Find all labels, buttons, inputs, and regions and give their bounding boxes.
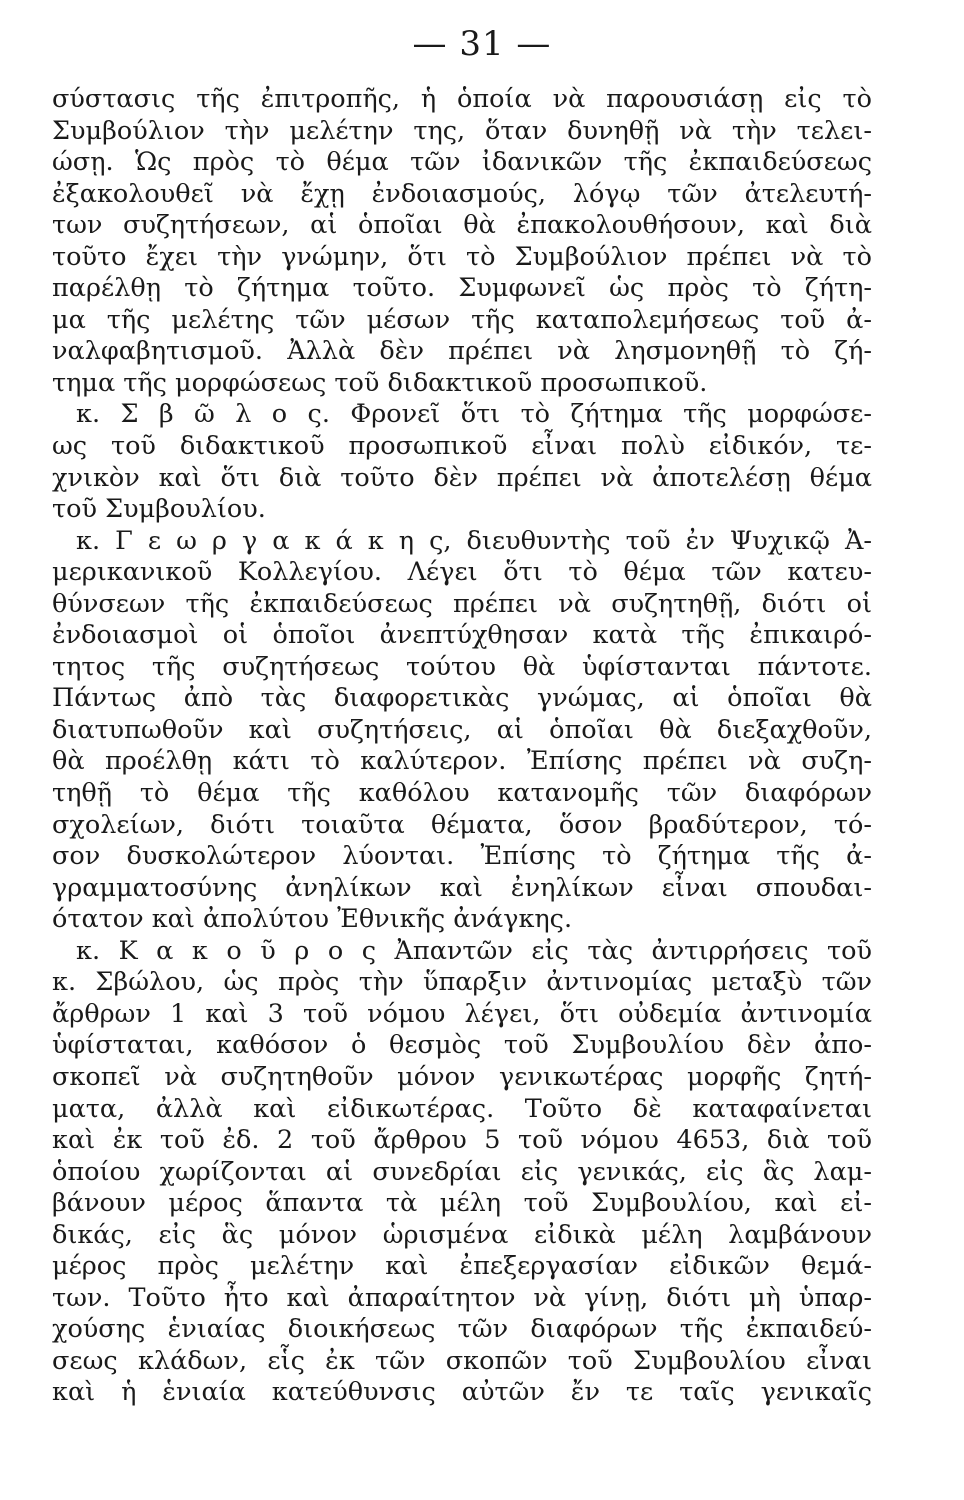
text-line: καὶ ἐκ τοῦ ἐδ. 2 τοῦ ἄρθρου 5 τοῦ νόμου 4653, διὰ τοῦ — [52, 1125, 872, 1156]
text-line: θὰ προέλθῃ κάτι τὸ καλύτερον. Ἐπίσης πρέπει νὰ συζη- — [52, 746, 872, 777]
text-line: των. Τοῦτο ἦτο καὶ ἀπαραίτητον νὰ γίνῃ, διότι μὴ ὑπαρ- — [52, 1282, 872, 1313]
text-line: τημα τῆς μορφώσεως τοῦ διδακτικοῦ προσωπικοῦ. — [52, 367, 708, 398]
page-number: — 31 — — [412, 24, 552, 64]
text-line: γραμματοσύνης ἀνηλίκων καὶ ἐνηλίκων εἶναι σπουδαι- — [52, 872, 872, 903]
text-line: κ. Κ α κ ο ῦ ρ ο ς Ἀπαντῶν εἰς τὰς ἀντιρρήσεις τοῦ — [76, 935, 872, 966]
text-line: μέρος πρὸς μελέτην καὶ ἐπεξεργασίαν εἰδικῶν θεμά- — [52, 1251, 872, 1282]
text-line: ἐξακολουθεῖ νὰ ἔχῃ ἐνδοιασμούς, λόγῳ τῶν ἀτελευτή- — [52, 178, 872, 209]
text-line: ἐνδοιασμοὶ οἱ ὁποῖοι ἀνεπτύχθησαν κατὰ τῆς ἐπικαιρό- — [52, 620, 872, 651]
text-line: ώσῃ. Ὡς πρὸς τὸ θέμα τῶν ἰδανικῶν τῆς ἐκπαιδεύσεως — [52, 147, 872, 178]
text-line: θύνσεων τῆς ἐκπαιδεύσεως πρέπει νὰ συζητηθῇ, διότι οἱ — [52, 588, 872, 619]
text-line: ως τοῦ διδακτικοῦ προσωπικοῦ εἶναι πολὺ εἰδικόν, τε- — [52, 431, 872, 462]
text-line: τοῦ Συμβουλίου. — [52, 494, 266, 525]
text-line: ματα, ἀλλὰ καὶ εἰδικωτέρας. Τοῦτο δὲ καταφαίνεται — [52, 1093, 872, 1124]
text-line: ὁποίου χωρίζονται αἱ συνεδρίαι εἰς γενικάς, εἰς ἃς λαμ- — [52, 1156, 872, 1187]
text-line: παρέλθῃ τὸ ζήτημα τοῦτο. Συμφωνεῖ ὡς πρὸς τὸ ζήτη- — [52, 273, 872, 304]
text-line: τοῦτο ἔχει τὴν γνώμην, ὅτι τὸ Συμβούλιον πρέπει νὰ τὸ — [52, 241, 872, 272]
text-line: ότατον καὶ ἀπολύτου Ἐθνικῆς ἀνάγκης. — [52, 904, 573, 935]
text-line: σχολείων, διότι τοιαῦτα θέματα, ὅσον βραδύτερον, τό- — [52, 809, 872, 840]
text-line: βάνουν μέρος ἅπαντα τὰ μέλη τοῦ Συμβουλίου, καὶ εἰ- — [52, 1188, 872, 1219]
text-line: ἄρθρων 1 καὶ 3 τοῦ νόμου λέγει, ὅτι οὐδεμία ἀντινομία — [52, 998, 872, 1029]
text-line: σκοπεῖ νὰ συζητηθοῦν μόνον γενικωτέρας μορφῆς ζητή- — [52, 1061, 872, 1092]
text-line: Πάντως ἀπὸ τὰς διαφορετικὰς γνώμας, αἱ ὁποῖαι θὰ — [52, 683, 872, 714]
text-line: χούσης ἑνιαίας διοικήσεως τῶν διαφόρων τῆς ἐκπαιδεύ- — [52, 1314, 872, 1345]
text-line: ὑφίσταται, καθόσον ὁ θεσμὸς τοῦ Συμβουλίου δὲν ἀπο- — [52, 1030, 872, 1061]
text-line: κ. Σ β ῶ λ ο ς. Φρονεῖ ὅτι τὸ ζήτημα τῆς μορφώσε- — [76, 399, 872, 430]
text-line: μερικανικοῦ Κολλεγίου. Λέγει ὅτι τὸ θέμα τῶν κατευ- — [52, 557, 872, 588]
text-line: κ. Γ ε ω ρ γ α κ ά κ η ς, διευθυντὴς τοῦ ἐν Ψυχικῷ Ἀ- — [76, 525, 872, 556]
text-line: ναλφαβητισμοῦ. Ἀλλὰ δὲν πρέπει νὰ λησμονηθῇ τὸ ζή- — [52, 336, 872, 367]
text-line: χνικὸν καὶ ὅτι διὰ τοῦτο δὲν πρέπει νὰ ἀποτελέσῃ θέμα — [52, 462, 872, 493]
text-line: τητος τῆς συζητήσεως τούτου θὰ ὑφίστανται πάντοτε. — [52, 651, 872, 682]
text-line: διατυπωθοῦν καὶ συζητήσεις, αἱ ὁποῖαι θὰ διεξαχθοῦν, — [52, 714, 872, 745]
text-line: δικάς, εἰς ἃς μόνον ὡρισμένα εἰδικὰ μέλη λαμβάνουν — [52, 1219, 872, 1250]
text-line: των συζητήσεων, αἱ ὁποῖαι θὰ ἐπακολουθήσουν, καὶ διὰ — [52, 210, 872, 241]
text-line: τηθῇ τὸ θέμα τῆς καθόλου κατανομῆς τῶν διαφόρων — [52, 778, 872, 809]
text-line: κ. Σβώλου, ὡς πρὸς τὴν ὕπαρξιν ἀντινομίας μεταξὺ τῶν — [52, 967, 872, 998]
text-line: Συμβούλιον τὴν μελέτην της, ὅταν δυνηθῇ νὰ τὴν τελει- — [52, 115, 872, 146]
text-line: σον δυσκολώτερον λύονται. Ἐπίσης τὸ ζήτημα τῆς ἀ- — [52, 841, 872, 872]
text-line: μα τῆς μελέτης τῶν μέσων τῆς καταπολεμήσεως τοῦ ἀ- — [52, 304, 872, 335]
text-line: σεως κλάδων, εἷς ἐκ τῶν σκοπῶν τοῦ Συμβουλίου εἶναι — [52, 1345, 872, 1376]
body-text — [52, 84, 872, 1409]
text-line: καὶ ἡ ἑνιαία κατεύθυνσις αὐτῶν ἔν τε ταῖς γενικαῖς — [52, 1377, 872, 1408]
text-line: σύστασις τῆς ἐπιτροπῆς, ἡ ὁποία νὰ παρουσιάσῃ εἰς τὸ — [52, 84, 872, 114]
